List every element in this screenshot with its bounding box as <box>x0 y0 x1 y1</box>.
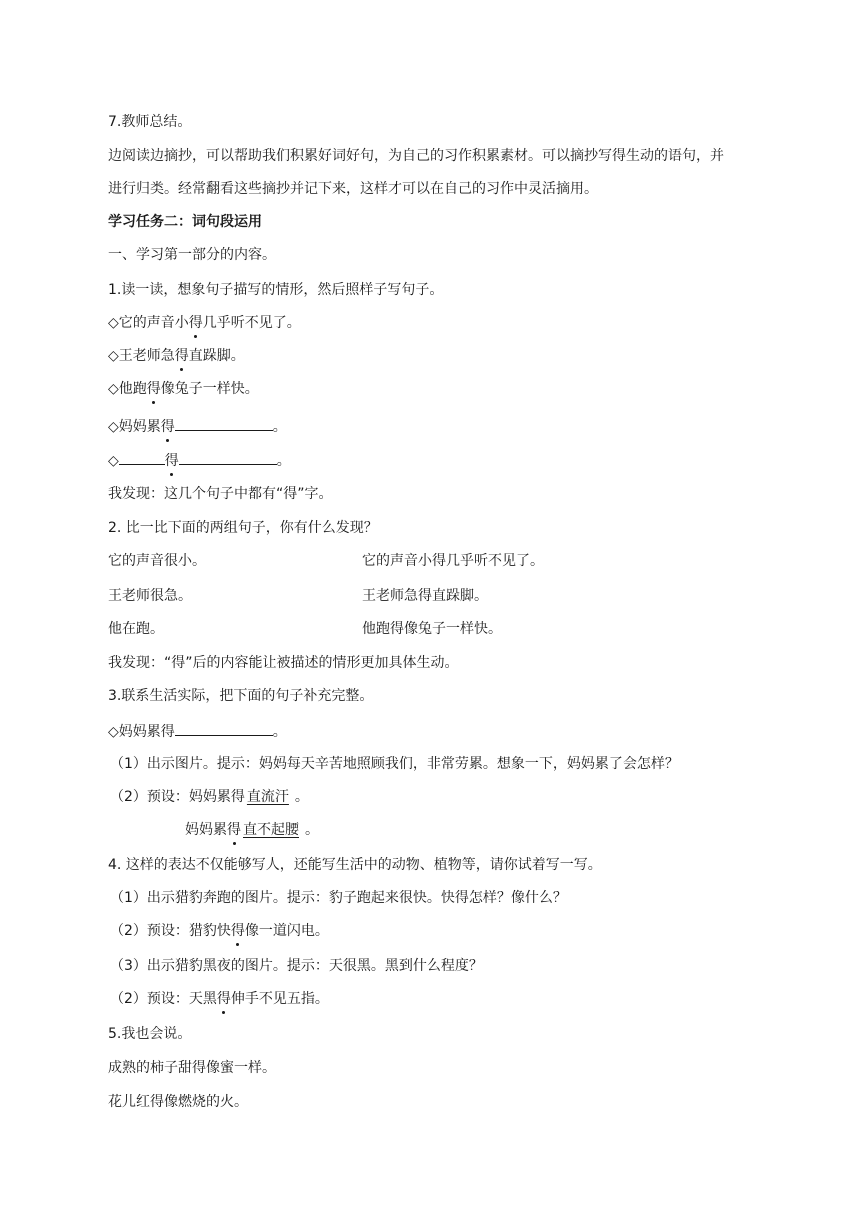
q5-line-2: 花儿红得像燃烧的火。 <box>108 1094 248 1110</box>
q2-compare-row-3: 他在跑。 他跑得像兔子一样快。 <box>108 621 502 637</box>
section-7-title: 7.教师总结。 <box>108 114 192 130</box>
emphasis-char: 得 <box>146 381 161 397</box>
q4-line-3: （3）出示猎豹黑夜的图片。提示：天很黑。黑到什么程度？ <box>110 958 483 974</box>
q2-compare-row-1: 它的声音很小。 它的声音小得几乎听不见了。 <box>108 553 544 569</box>
q3-preset-2: 妈妈累得 直不起腰 。 <box>185 822 319 838</box>
emphasis-char: 得 <box>164 453 179 469</box>
emphasis-char: 得 <box>174 348 189 364</box>
q4-line-4: （2）预设：天黑得伸手不见五指。 <box>110 991 329 1007</box>
filled-answer: 直流汗 <box>246 789 289 805</box>
q4-title: 4. 这样的表达不仅能够写人，还能写生活中的动物、植物等，请你试着写一写。 <box>108 857 602 873</box>
task-2-heading: 学习任务二：词句段运用 <box>108 214 262 230</box>
q1-example-sentence-2: ◇王老师急得直跺脚。 <box>108 348 245 364</box>
q2-finding: 我发现：“得”后的内容能让被描述的情形更加具体生动。 <box>108 655 459 671</box>
emphasis-char: 得 <box>216 991 231 1007</box>
q1-title: 1.读一读，想象句子描写的情形，然后照样子写句子。 <box>108 282 444 298</box>
section-7-paragraph-line-2: 进行归类。经常翻看这些摘抄并记下来，这样才可以在自己的习作中灵活摘用。 <box>108 181 598 197</box>
answer-blank[interactable] <box>119 448 165 465</box>
q5-title: 5.我也会说。 <box>108 1026 192 1042</box>
q1-exercise-sentence-1: ◇妈妈累得 。 <box>108 414 287 437</box>
emphasis-char: 得 <box>188 315 203 331</box>
emphasis-char: 得 <box>230 923 245 939</box>
answer-blank[interactable] <box>179 448 277 465</box>
q3-preset-1: （2）预设：妈妈累得 直流汗 。 <box>110 789 309 805</box>
q4-line-1: （1）出示猎豹奔跑的图片。提示：豹子跑起来很快。快得怎样？像什么？ <box>110 890 567 906</box>
filled-answer: 直不起腰 <box>243 822 299 838</box>
emphasis-char: 得 <box>227 822 241 838</box>
q4-line-2: （2）预设：猎豹快得像一道闪电。 <box>110 923 329 939</box>
q5-line-1: 成熟的柿子甜得像蜜一样。 <box>108 1060 276 1076</box>
q3-exercise-sentence: ◇妈妈累得 。 <box>108 719 287 742</box>
q2-title: 2. 比一比下面的两组句子，你有什么发现？ <box>108 520 378 536</box>
q3-hint: （1）出示图片。提示：妈妈每天辛苦地照顾我们，非常劳累。想象一下，妈妈累了会怎样？ <box>110 756 679 772</box>
q1-exercise-sentence-2: ◇ 得 。 <box>108 448 291 471</box>
emphasis-char: 得 <box>160 419 175 435</box>
q1-example-sentence-1: ◇它的声音小得几乎听不见了。 <box>108 315 301 331</box>
q2-compare-row-2: 王老师很急。 王老师急得直跺脚。 <box>108 588 488 604</box>
answer-blank[interactable] <box>175 719 273 736</box>
q3-title: 3.联系生活实际，把下面的句子补充完整。 <box>108 688 374 704</box>
part-1-heading: 一、学习第一部分的内容。 <box>108 247 276 263</box>
section-7-paragraph-line-1: 边阅读边摘抄，可以帮助我们积累好词好句，为自己的习作积累素材。可以摘抄写得生动的语句，并 <box>108 148 724 164</box>
q1-finding: 我发现：这几个句子中都有“得”字。 <box>108 486 333 502</box>
answer-blank[interactable] <box>175 414 273 431</box>
q1-example-sentence-3: ◇他跑得像兔子一样快。 <box>108 381 259 397</box>
